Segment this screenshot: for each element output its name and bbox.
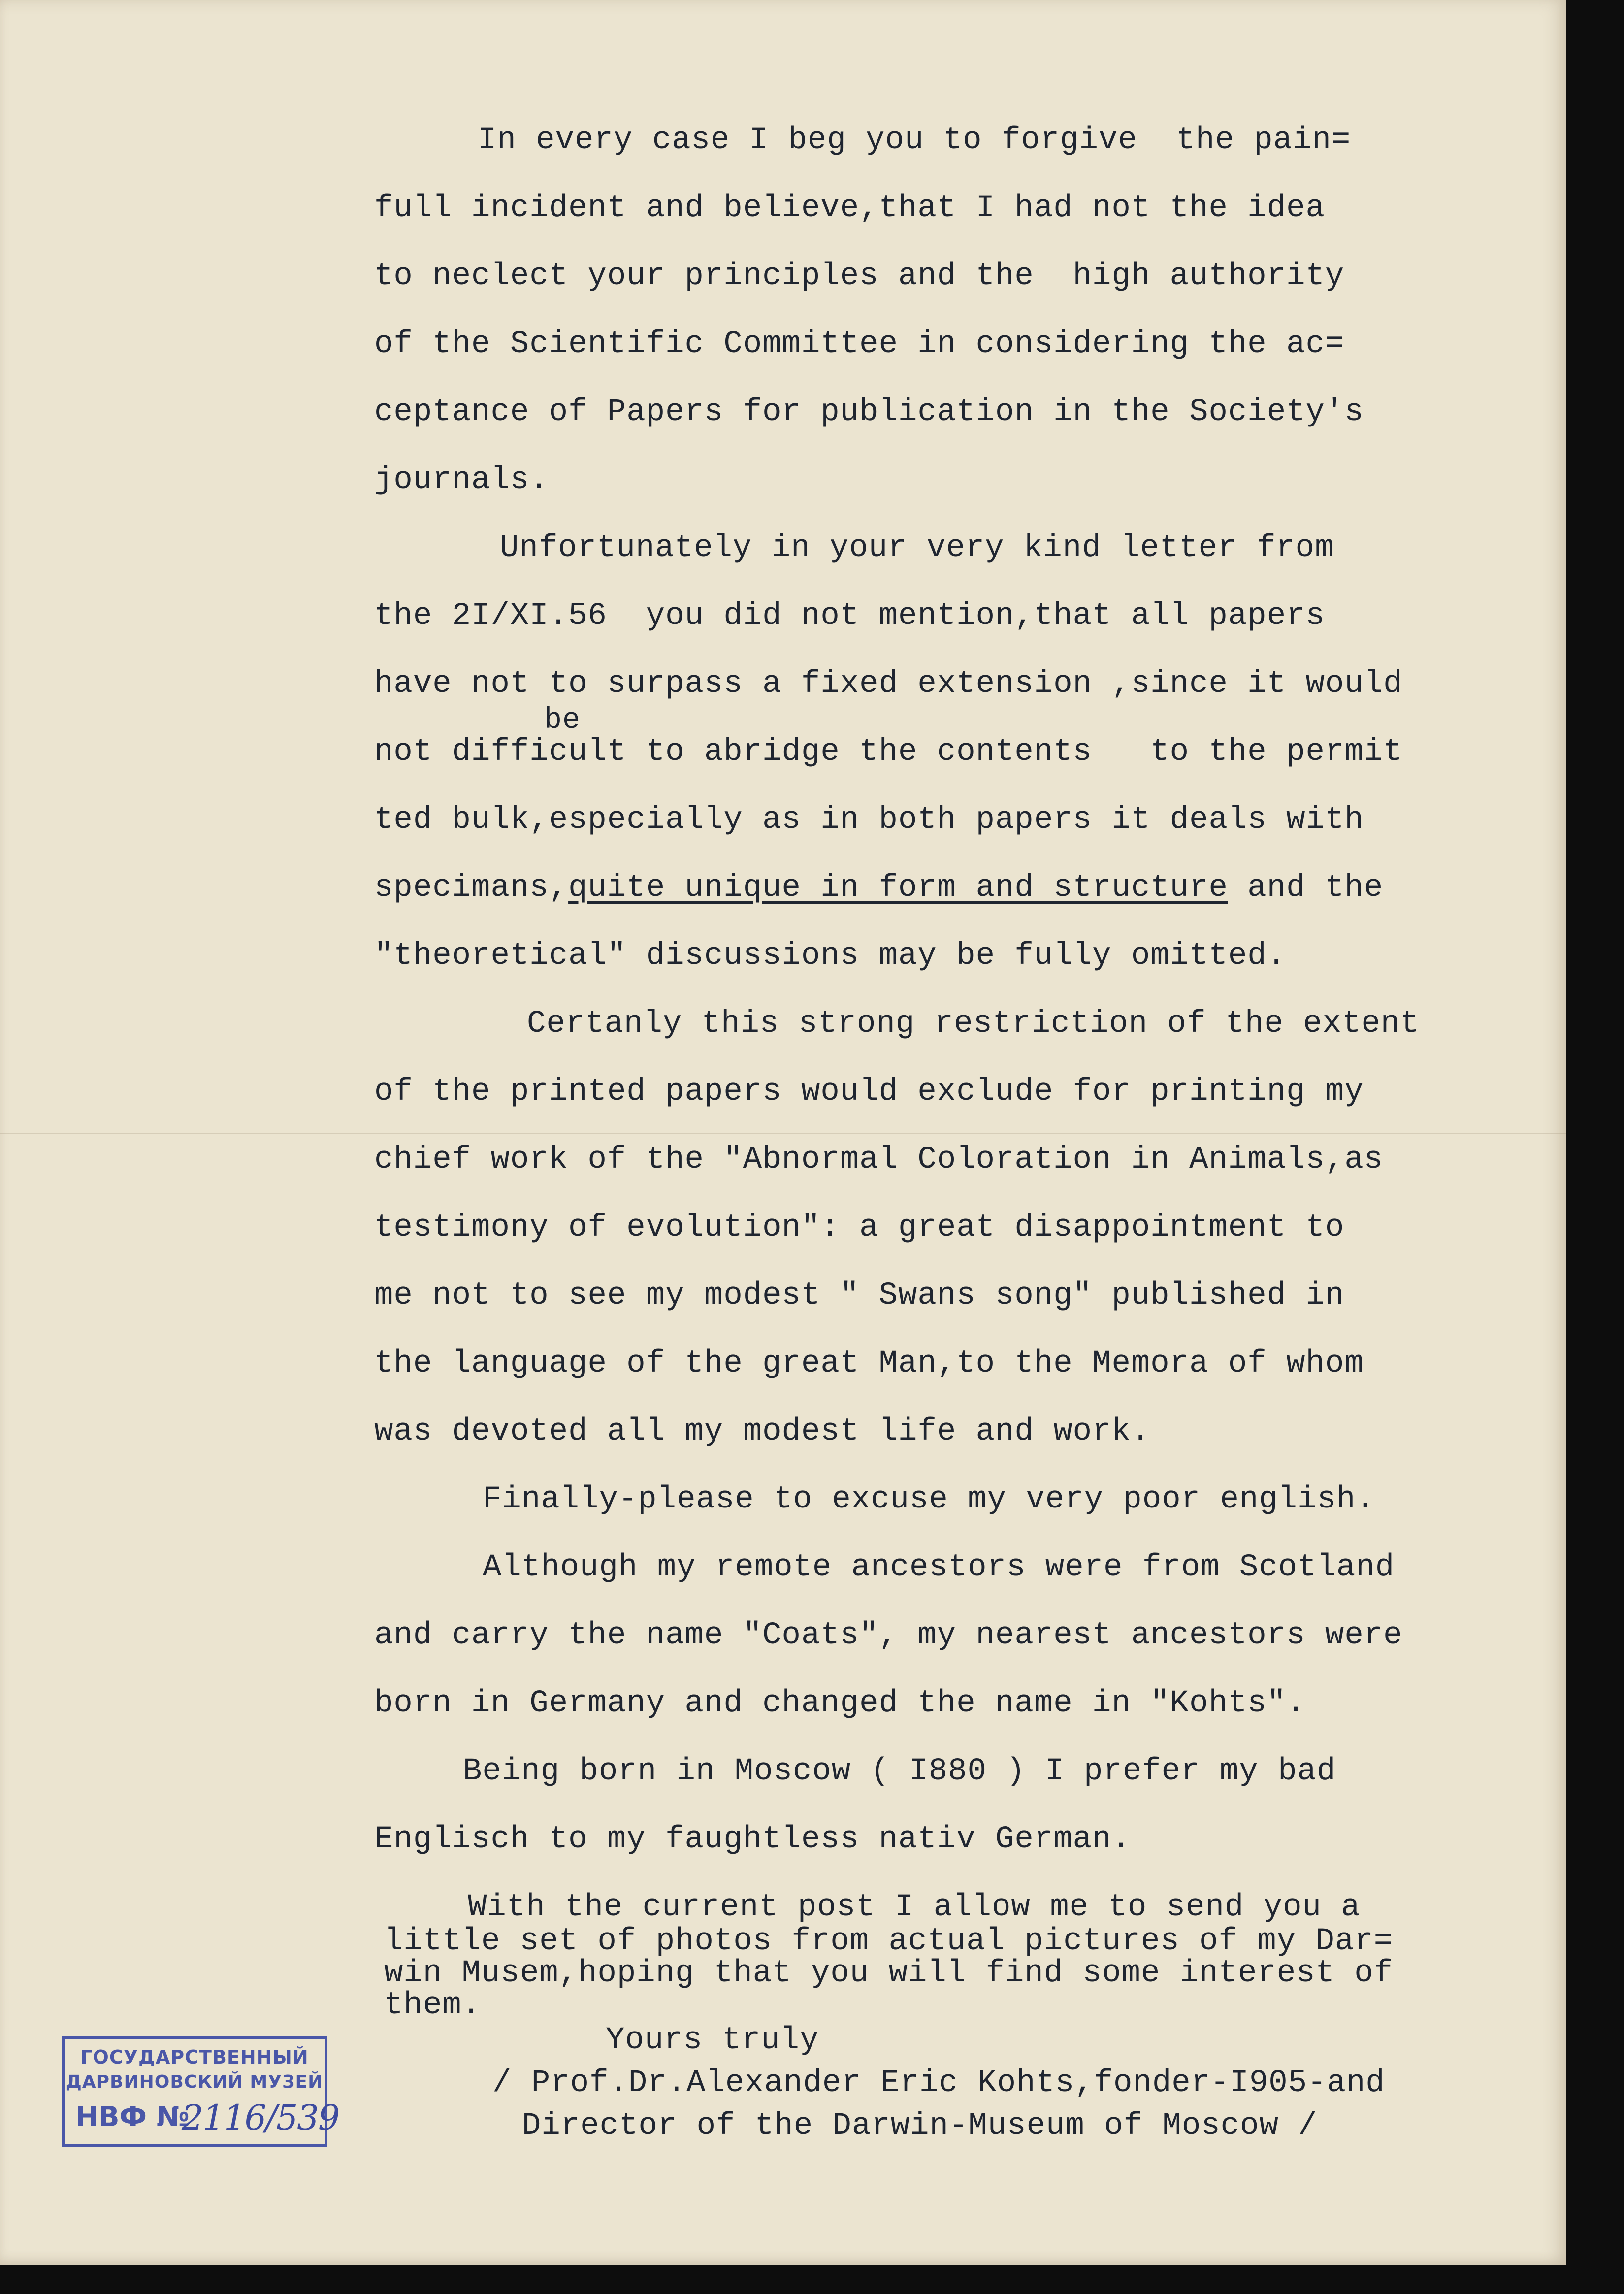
signature-line: / Prof.Dr.Alexander Eric Kohts,fonder-I905-and (492, 2065, 1385, 2101)
letter-text: specimans, (374, 870, 569, 906)
letter-line: "theoretical" discussions may be fully omitted. (374, 938, 1287, 974)
letter-line: With the current post I allow me to send you a (468, 1890, 1361, 1925)
scan-border (0, 2265, 1624, 2294)
letter-line: of the printed papers would exclude for printing my (374, 1074, 1364, 1110)
stamp-line: НВФ № (75, 2101, 190, 2133)
letter-line: win Musem,hoping that you will find some interest of (384, 1956, 1394, 1991)
scan-border (1566, 0, 1624, 2294)
signature-line: Director of the Darwin-Museum of Moscow / (522, 2108, 1318, 2144)
letter-line: to neclect your principles and the high authority (374, 259, 1345, 294)
letter-line: was devoted all my modest life and work. (374, 1414, 1151, 1449)
stamp-line: ДАРВИНОВСКИЙ МУЗЕЙ (65, 2072, 324, 2092)
letter-line: ceptance of Papers for publication in the Society's (374, 394, 1364, 430)
letter-line: them. (384, 1988, 482, 2023)
paper-fold (0, 1133, 1566, 1134)
letter-line: have not to surpass a fixed extension ,since it would (374, 666, 1403, 702)
letter-line: born in Germany and changed the name in "Kohts". (374, 1686, 1306, 1721)
letter-line: little set of photos from actual pictures of my Dar= (384, 1924, 1394, 1959)
letter-line: Certanly this strong restriction of the extent (527, 1006, 1420, 1042)
letter-line: Being born in Moscow ( I880 ) I prefer my bad (463, 1754, 1336, 1789)
letter-line: of the Scientific Committee in considering the ac= (374, 327, 1345, 362)
letter-insertion: be (544, 704, 581, 737)
stamp-line: ГОСУДАРСТВЕННЫЙ (80, 2046, 309, 2068)
letter-line: Finally-please to excuse my very poor english. (483, 1482, 1375, 1517)
letter-line: chief work of the "Abnormal Coloration in Animals,as (374, 1142, 1384, 1178)
letter-line: testimony of evolution": a great disappointment to (374, 1210, 1345, 1245)
letter-line: the language of the great Man,to the Memora of whom (374, 1346, 1364, 1381)
archive-stamp (62, 2036, 339, 2147)
letter-line: full incident and believe,that I had not the idea (374, 191, 1325, 226)
letter-line (374, 868, 1383, 908)
letter-line: Although my remote ancestors were from Scotland (483, 1550, 1395, 1585)
letter-line: and carry the name "Coats", my nearest ancestors were (374, 1618, 1403, 1653)
letter-line: me not to see my modest " Swans song" published in (374, 1278, 1345, 1313)
letter-line: journals. (374, 462, 549, 498)
letter-line: Unfortunately in your very kind letter from (500, 530, 1334, 566)
letter-line: In every case I beg you to forgive the pain= (478, 123, 1351, 158)
letter-line: ted bulk,especially as in both papers it deals with (374, 802, 1364, 838)
letter-text: and the (1228, 870, 1384, 906)
underlined-phrase: quite unique in form and structure (568, 870, 1228, 906)
closing: Yours truly (606, 2023, 819, 2058)
letter-line: not difficult to abridge the contents to the permit (374, 734, 1403, 770)
handwritten-inventory-number: 2116/539 (182, 2097, 339, 2138)
letter-line: Englisch to my faughtless nativ German. (374, 1822, 1131, 1857)
letter-line: the 2I/XI.56 you did not mention,that all papers (374, 598, 1325, 634)
